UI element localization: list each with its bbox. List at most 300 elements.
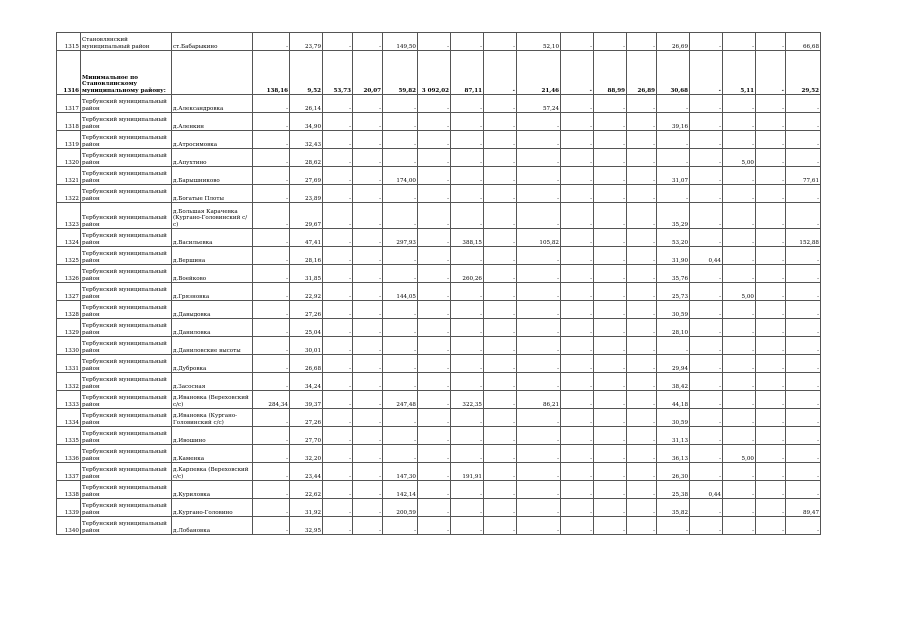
value-cell: - [323, 427, 353, 445]
value-cell: - [627, 203, 657, 229]
value-cell: - [253, 517, 290, 535]
value-cell: - [657, 149, 690, 167]
value-cell: - [756, 517, 786, 535]
value-cell: 247,48 [383, 391, 418, 409]
table-row [57, 373, 821, 391]
value-cell: - [786, 203, 821, 229]
table-row [57, 265, 821, 283]
value-cell: - [690, 463, 723, 481]
value-cell: - [627, 463, 657, 481]
value-cell: - [627, 517, 657, 535]
value-cell: - [723, 337, 756, 355]
value-cell: - [561, 203, 594, 229]
value-cell: - [353, 373, 383, 391]
value-cell: - [561, 409, 594, 427]
value-cell: - [627, 337, 657, 355]
value-cell: - [723, 517, 756, 535]
value-cell: - [723, 319, 756, 337]
value-cell: - [451, 481, 484, 499]
value-cell: - [353, 113, 383, 131]
value-cell: - [756, 95, 786, 113]
value-cell: 27,70 [290, 427, 323, 445]
value-cell: - [484, 229, 517, 247]
value-cell: - [517, 409, 561, 427]
value-cell: - [451, 301, 484, 319]
settlement-cell [172, 51, 253, 95]
value-cell: - [253, 131, 290, 149]
settlement-cell: д.Ивановка (Вереховский с/с) [172, 391, 253, 409]
settlement-cell: д.Аленкин [172, 113, 253, 131]
value-cell: - [383, 131, 418, 149]
value-cell: - [451, 499, 484, 517]
value-cell: - [594, 463, 627, 481]
row-number: 1331 [57, 355, 81, 373]
value-cell: - [418, 95, 451, 113]
value-cell: - [517, 113, 561, 131]
settlement-cell: д.Вершина [172, 247, 253, 265]
value-cell: - [253, 33, 290, 51]
value-cell: 29,94 [657, 355, 690, 373]
value-cell: - [253, 409, 290, 427]
value-cell: - [786, 517, 821, 535]
value-cell: 26,30 [657, 463, 690, 481]
row-number: 1321 [57, 167, 81, 185]
value-cell: - [517, 499, 561, 517]
value-cell: - [627, 445, 657, 463]
value-cell: - [323, 185, 353, 203]
value-cell: 32,43 [290, 131, 323, 149]
value-cell: - [418, 283, 451, 301]
value-cell: - [418, 517, 451, 535]
value-cell: - [723, 203, 756, 229]
value-cell: - [484, 337, 517, 355]
value-cell: - [690, 265, 723, 283]
value-cell: 35,76 [657, 265, 690, 283]
district-cell: Тербунский муниципальный район [81, 247, 172, 265]
value-cell: 200,59 [383, 499, 418, 517]
value-cell: - [484, 265, 517, 283]
value-cell: 22,92 [290, 283, 323, 301]
value-cell: - [451, 445, 484, 463]
value-cell: - [383, 409, 418, 427]
value-cell: 27,26 [290, 409, 323, 427]
value-cell: - [594, 301, 627, 319]
value-cell: - [418, 203, 451, 229]
value-cell: - [561, 229, 594, 247]
value-cell: - [253, 499, 290, 517]
value-cell: - [786, 319, 821, 337]
value-cell: - [657, 517, 690, 535]
value-cell: - [517, 131, 561, 149]
value-cell: - [657, 337, 690, 355]
value-cell: - [418, 113, 451, 131]
row-number: 1329 [57, 319, 81, 337]
value-cell: 23,44 [290, 463, 323, 481]
district-cell: Тербунский муниципальный район [81, 373, 172, 391]
value-cell: - [517, 319, 561, 337]
value-cell: - [484, 373, 517, 391]
value-cell: - [690, 499, 723, 517]
value-cell: - [353, 355, 383, 373]
value-cell: - [561, 301, 594, 319]
value-cell: - [786, 409, 821, 427]
value-cell: - [353, 337, 383, 355]
value-cell: - [786, 481, 821, 499]
value-cell: - [627, 265, 657, 283]
value-cell: - [627, 391, 657, 409]
value-cell: 23,79 [290, 33, 323, 51]
settlement-cell: д.Богатые Плоты [172, 185, 253, 203]
value-cell: 191,91 [451, 463, 484, 481]
value-cell: - [383, 113, 418, 131]
value-cell: - [253, 373, 290, 391]
value-cell: - [323, 131, 353, 149]
value-cell: - [253, 149, 290, 167]
settlement-cell: д.Ивановка (Кургано-Головинский с/с) [172, 409, 253, 427]
value-cell: - [594, 481, 627, 499]
value-cell: - [353, 409, 383, 427]
value-cell: - [418, 229, 451, 247]
value-cell: - [786, 283, 821, 301]
value-cell: 87,11 [451, 51, 484, 95]
value-cell: - [594, 427, 627, 445]
district-cell: Тербунский муниципальный район [81, 283, 172, 301]
value-cell: - [253, 337, 290, 355]
value-cell: 147,30 [383, 463, 418, 481]
value-cell: 39,37 [290, 391, 323, 409]
value-cell: - [756, 301, 786, 319]
settlement-cell: д.Грязновка [172, 283, 253, 301]
value-cell: - [627, 319, 657, 337]
value-cell: 53,20 [657, 229, 690, 247]
value-cell: 31,90 [657, 247, 690, 265]
value-cell: 59,82 [383, 51, 418, 95]
value-cell: - [756, 319, 786, 337]
value-cell: - [561, 319, 594, 337]
settlement-cell: д.Даниловские высоты [172, 337, 253, 355]
value-cell: - [690, 149, 723, 167]
table-row [57, 517, 821, 535]
value-cell: - [253, 301, 290, 319]
value-cell: - [690, 203, 723, 229]
row-number: 1335 [57, 427, 81, 445]
value-cell: 38,42 [657, 373, 690, 391]
value-cell: - [690, 391, 723, 409]
value-cell: - [383, 373, 418, 391]
value-cell: - [561, 427, 594, 445]
value-cell: - [517, 149, 561, 167]
row-number: 1334 [57, 409, 81, 427]
value-cell: 89,47 [786, 499, 821, 517]
district-cell: Тербунский муниципальный район [81, 427, 172, 445]
value-cell: - [418, 265, 451, 283]
value-cell: - [517, 283, 561, 301]
value-cell: - [383, 301, 418, 319]
value-cell: - [418, 499, 451, 517]
value-cell: - [657, 185, 690, 203]
value-cell: - [627, 247, 657, 265]
row-number: 1326 [57, 265, 81, 283]
value-cell: - [723, 463, 756, 481]
value-cell: 34,24 [290, 373, 323, 391]
value-cell: - [383, 265, 418, 283]
table-row [57, 51, 821, 95]
value-cell: - [561, 149, 594, 167]
value-cell: 3 092,02 [418, 51, 451, 95]
value-cell: - [517, 463, 561, 481]
value-cell: - [756, 445, 786, 463]
value-cell: - [418, 373, 451, 391]
value-cell: - [451, 337, 484, 355]
value-cell: - [517, 517, 561, 535]
value-cell: - [484, 51, 517, 95]
table-row [57, 499, 821, 517]
row-number: 1338 [57, 481, 81, 499]
value-cell: - [723, 427, 756, 445]
value-cell: - [756, 427, 786, 445]
value-cell: - [561, 113, 594, 131]
value-cell: - [786, 131, 821, 149]
value-cell: - [253, 319, 290, 337]
value-cell: - [517, 301, 561, 319]
value-cell: - [627, 95, 657, 113]
value-cell: - [786, 247, 821, 265]
value-cell: - [594, 95, 627, 113]
district-cell: Тербунский муниципальный район [81, 517, 172, 535]
value-cell: 23,89 [290, 185, 323, 203]
value-cell: - [723, 229, 756, 247]
value-cell: - [723, 113, 756, 131]
value-cell: 26,69 [657, 33, 690, 51]
value-cell: - [627, 131, 657, 149]
value-cell: - [786, 427, 821, 445]
value-cell: - [323, 203, 353, 229]
value-cell: - [627, 185, 657, 203]
value-cell: - [253, 247, 290, 265]
value-cell: - [786, 265, 821, 283]
value-cell: - [627, 33, 657, 51]
value-cell: - [323, 149, 353, 167]
value-cell: 77,61 [786, 167, 821, 185]
value-cell: - [690, 283, 723, 301]
value-cell: - [723, 355, 756, 373]
value-cell: 88,99 [594, 51, 627, 95]
value-cell: - [594, 517, 627, 535]
value-cell: 30,59 [657, 301, 690, 319]
value-cell: - [418, 409, 451, 427]
value-cell: - [756, 355, 786, 373]
table-row [57, 463, 821, 481]
value-cell: - [517, 265, 561, 283]
value-cell: - [484, 409, 517, 427]
value-cell: - [418, 391, 451, 409]
table-row [57, 95, 821, 113]
value-cell: - [690, 445, 723, 463]
value-cell: - [786, 185, 821, 203]
value-cell: - [561, 265, 594, 283]
value-cell: - [484, 319, 517, 337]
value-cell: - [517, 373, 561, 391]
value-cell: - [561, 283, 594, 301]
value-cell: - [323, 283, 353, 301]
district-cell: Минимальное по Становлянскому муниципальному району: [81, 51, 172, 95]
value-cell: - [594, 445, 627, 463]
value-cell: - [517, 337, 561, 355]
value-cell: - [723, 391, 756, 409]
value-cell: - [484, 167, 517, 185]
value-cell: - [451, 131, 484, 149]
value-cell: 53,73 [323, 51, 353, 95]
value-cell: - [484, 149, 517, 167]
table-row [57, 229, 821, 247]
value-cell: 25,04 [290, 319, 323, 337]
value-cell: - [517, 481, 561, 499]
value-cell: - [323, 247, 353, 265]
value-cell: 5,00 [723, 283, 756, 301]
table-row [57, 427, 821, 445]
settlement-cell: д.Кургано-Головино [172, 499, 253, 517]
value-cell: - [451, 113, 484, 131]
value-cell: - [561, 355, 594, 373]
value-cell: - [353, 427, 383, 445]
value-cell: - [484, 283, 517, 301]
value-cell: - [517, 203, 561, 229]
settlement-cell: д.Васильевка [172, 229, 253, 247]
settlement-cell: д.Каменка [172, 445, 253, 463]
value-cell: - [451, 409, 484, 427]
value-cell: - [451, 373, 484, 391]
value-cell: - [451, 517, 484, 535]
table-row [57, 445, 821, 463]
table-row [57, 337, 821, 355]
value-cell: 260,26 [451, 265, 484, 283]
settlement-cell: д.Барышниково [172, 167, 253, 185]
value-cell: - [690, 427, 723, 445]
value-cell: - [723, 373, 756, 391]
value-cell: - [657, 95, 690, 113]
value-cell: 86,21 [517, 391, 561, 409]
value-cell: 5,00 [723, 149, 756, 167]
value-cell: - [786, 95, 821, 113]
value-cell: - [323, 265, 353, 283]
value-cell: - [323, 355, 353, 373]
value-cell: - [253, 283, 290, 301]
value-cell: - [253, 185, 290, 203]
district-cell: Тербунский муниципальный район [81, 265, 172, 283]
value-cell: 297,93 [383, 229, 418, 247]
district-cell: Тербунский муниципальный район [81, 149, 172, 167]
value-cell: - [353, 445, 383, 463]
value-cell: - [484, 131, 517, 149]
value-cell: - [383, 185, 418, 203]
value-cell: - [353, 167, 383, 185]
value-cell: - [756, 391, 786, 409]
value-cell: 30,59 [657, 409, 690, 427]
value-cell: - [756, 283, 786, 301]
table-row [57, 319, 821, 337]
district-cell: Тербунский муниципальный район [81, 463, 172, 481]
value-cell: - [690, 319, 723, 337]
row-number: 1337 [57, 463, 81, 481]
value-cell: - [561, 463, 594, 481]
value-cell: - [353, 391, 383, 409]
value-cell: - [627, 409, 657, 427]
value-cell: - [756, 51, 786, 95]
value-cell: - [383, 517, 418, 535]
row-number: 1324 [57, 229, 81, 247]
value-cell: - [594, 265, 627, 283]
settlement-cell: д.Куриловка [172, 481, 253, 499]
value-cell: - [353, 203, 383, 229]
row-number: 1332 [57, 373, 81, 391]
value-cell: - [383, 337, 418, 355]
settlement-cell: д.Давыдовка [172, 301, 253, 319]
value-cell: 27,69 [290, 167, 323, 185]
settlement-cell: д.Большая Карачевка (Кургано-Головинский с/с) [172, 203, 253, 229]
value-cell: - [594, 391, 627, 409]
value-cell: - [484, 355, 517, 373]
district-cell: Тербунский муниципальный район [81, 337, 172, 355]
value-cell: - [418, 463, 451, 481]
value-cell: - [353, 481, 383, 499]
value-cell: - [561, 337, 594, 355]
value-cell: - [756, 33, 786, 51]
value-cell: - [627, 149, 657, 167]
value-cell: - [323, 113, 353, 131]
value-cell: - [253, 229, 290, 247]
value-cell: - [627, 301, 657, 319]
value-cell: - [723, 409, 756, 427]
settlement-cell: д.Засосная [172, 373, 253, 391]
value-cell: - [253, 113, 290, 131]
value-cell: - [627, 499, 657, 517]
value-cell: - [690, 131, 723, 149]
value-cell: - [690, 301, 723, 319]
row-number: 1322 [57, 185, 81, 203]
value-cell: - [786, 301, 821, 319]
row-number: 1328 [57, 301, 81, 319]
value-cell: - [690, 229, 723, 247]
value-cell: - [756, 499, 786, 517]
value-cell: - [786, 355, 821, 373]
value-cell: 21,46 [517, 51, 561, 95]
value-cell: - [418, 481, 451, 499]
value-cell: - [561, 499, 594, 517]
value-cell: - [253, 167, 290, 185]
value-cell: - [561, 185, 594, 203]
value-cell: - [690, 337, 723, 355]
value-cell: - [451, 319, 484, 337]
value-cell: - [594, 355, 627, 373]
value-cell: - [627, 355, 657, 373]
value-cell: - [517, 427, 561, 445]
value-cell: - [253, 95, 290, 113]
value-cell: - [323, 337, 353, 355]
table-row [57, 355, 821, 373]
value-cell: - [594, 373, 627, 391]
row-number: 1330 [57, 337, 81, 355]
value-cell: - [657, 131, 690, 149]
district-cell: Тербунский муниципальный район [81, 167, 172, 185]
value-cell: - [484, 95, 517, 113]
value-cell: 25,38 [657, 481, 690, 499]
value-cell: - [723, 247, 756, 265]
value-cell: - [451, 247, 484, 265]
value-cell: - [323, 445, 353, 463]
value-cell: - [383, 149, 418, 167]
value-cell: - [756, 265, 786, 283]
value-cell: - [323, 373, 353, 391]
